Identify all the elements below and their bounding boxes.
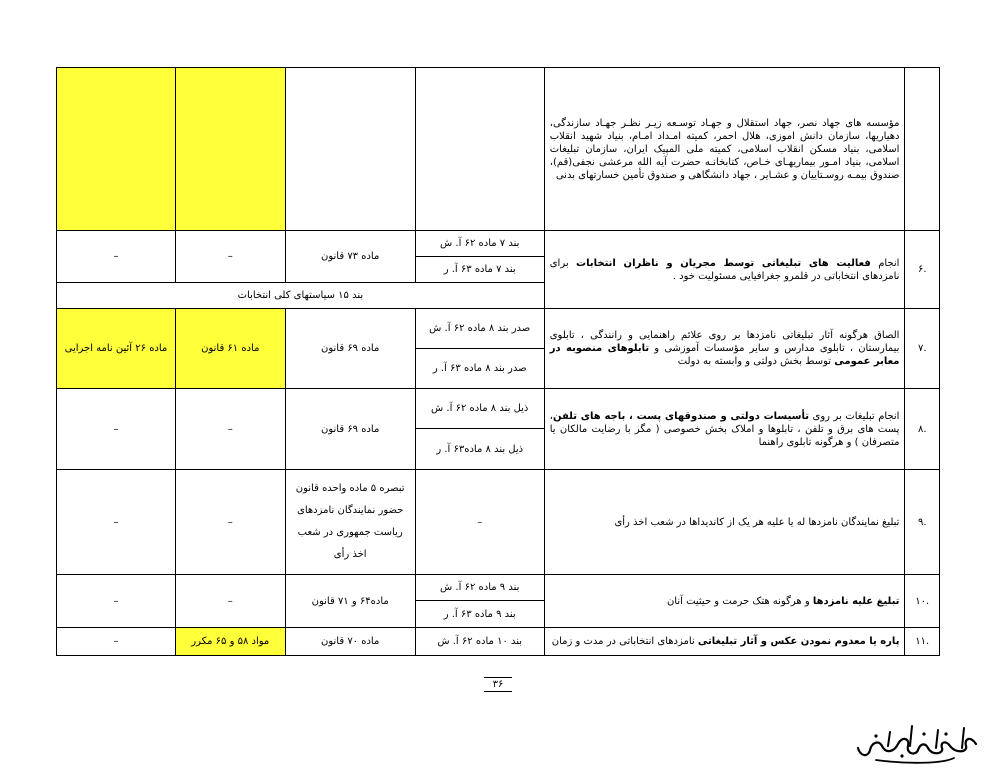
- penalty-law-cell: [175, 68, 285, 231]
- regulations-table: [56, 67, 940, 656]
- violation-description: انجام فعالیت های تبلیغاتی توسط مجریان و ناظران انتخابات برای نامزدهای انتخاباتی در قلمرو جغرافیایی مسئولیت خود .: [544, 231, 905, 309]
- page-number: ۳۶: [484, 677, 512, 692]
- law-article: ماده۶۴ و ۷۱ قانون: [285, 575, 415, 628]
- logo-calligraphy-icon: [846, 716, 986, 766]
- policy-band: بند ۱۵ سیاستهای کلی انتخابات: [57, 283, 545, 309]
- penalty-law-cell: –: [175, 231, 285, 283]
- row-number: .۶: [905, 231, 940, 309]
- executive-regulation-cell: –: [57, 389, 176, 470]
- table-row: [57, 628, 940, 656]
- regulation-reference: –: [415, 470, 544, 575]
- regulation-reference: بند ۷ ماده ۶۲ آ. ش: [415, 231, 544, 257]
- violation-description: تبلیغ نمایندگان نامزدها له یا علیه هر یک از کاندیداها در شعب اخذ رأی: [544, 470, 905, 575]
- executive-regulation-cell: ماده ۲۶ آئین نامه اجرایی: [57, 309, 176, 389]
- penalty-law-cell: –: [175, 575, 285, 628]
- law-article: ماده ۷۳ قانون: [285, 231, 415, 283]
- executive-regulation-cell: –: [57, 575, 176, 628]
- regulation-reference: بند ۷ ماده ۶۳ آ. ر: [415, 257, 544, 283]
- row-number: .۸: [905, 389, 940, 470]
- regulation-reference: صدر بند ۸ ماده ۶۲ آ. ش: [415, 309, 544, 349]
- regulation-reference: بند ۹ ماده ۶۲ آ. ش: [415, 575, 544, 601]
- penalty-law-cell: مواد ۵۸ و ۶۵ مکرر: [175, 628, 285, 656]
- executive-regulation-cell: –: [57, 628, 176, 656]
- governorate-logo: [846, 716, 986, 766]
- row-number: .۷: [905, 309, 940, 389]
- executive-regulation-cell: –: [57, 231, 176, 283]
- law-article: [285, 68, 415, 231]
- violation-description: پاره یا معدوم نمودن عکس و آثار تبلیغاتی نامزدهای انتخاباتی در مدت و زمان: [544, 628, 905, 656]
- violation-description: انجام تبلیغات بر روی تأسیسات دولتی و صندوقهای پست ، باجه های تلفن، پست های برق و تلفن ، تابلوها و املاک بخش خصوصی ( مگر با رضایت مالکان یا متصرفان ) و هرگونه تابلوی راهنما: [544, 389, 905, 470]
- law-article: ماده ۶۹ قانون: [285, 389, 415, 470]
- row-number: .۱۰: [905, 575, 940, 628]
- table-row: [57, 575, 940, 601]
- violation-description: مؤسسه های جهاد نصر، جهاد استقلال و جهـاد توسـعه زیـر نظـر جهـاد سازندگی، دهیاریها، سازمان دانش اموزی، هلال احمر، کمیته امـداد امـام، بنیاد شهید انقلاب اسلامی، بنیاد مسکن انقلاب اسلامی، کمیته ملی المپیک ایران، سازمان تبلیغات اسلامی، بنیاد امـور بیماریهـای خـاص، کتابخانـه حضرت آیه الله مرعشی نجفی(قم)، صندوق بیمـه روسـتاییان و عشـایر ، جهاد دانشگاهی و صندوق تأمین خسارتهای بدنی: [544, 68, 905, 231]
- table-row: [57, 389, 940, 429]
- executive-regulation-cell: –: [57, 470, 176, 575]
- penalty-law-cell: –: [175, 389, 285, 470]
- violation-description: تبلیغ علیه نامزدها و هرگونه هتک حرمت و حیثیت آنان: [544, 575, 905, 628]
- executive-regulation-cell: [57, 68, 176, 231]
- law-article: ماده ۶۹ قانون: [285, 309, 415, 389]
- table-row: [57, 231, 940, 257]
- law-article: تبصره ۵ ماده واحده قانون حضور نمایندگان نامزدهای ریاست جمهوری در شعب اخذ رأی: [285, 470, 415, 575]
- law-article: ماده ۷۰ قانون: [285, 628, 415, 656]
- table-row: [57, 68, 940, 231]
- regulation-reference: ذیل بند ۸ ماده ۶۲ آ. ش: [415, 389, 544, 429]
- regulation-reference: [415, 68, 544, 231]
- penalty-law-cell: ماده ۶۱ قانون: [175, 309, 285, 389]
- penalty-law-cell: –: [175, 470, 285, 575]
- table-row: [57, 309, 940, 349]
- violation-description: الصاق هرگونه آثار تبلیغاتی نامزدها بر روی علائم راهنمایی و رانندگی ، تابلوی بیمارستان ، تابلوی مدارس و سایر مؤسسات آموزشی و تابلوهای منصوبه در معابر عمومی توسط بخش دولتی و وابسته به دولت: [544, 309, 905, 389]
- table-row: [57, 470, 940, 575]
- row-number: .۱۱: [905, 628, 940, 656]
- regulation-reference: ذیل بند ۸ ماده۶۳ آ. ر: [415, 429, 544, 470]
- row-number: .۹: [905, 470, 940, 575]
- regulation-reference: بند ۱۰ ماده ۶۲ آ. ش: [415, 628, 544, 656]
- row-number: [905, 68, 940, 231]
- regulation-reference: بند ۹ ماده ۶۳ آ. ر: [415, 601, 544, 628]
- regulation-reference: صدر بند ۸ ماده ۶۳ آ. ر: [415, 349, 544, 389]
